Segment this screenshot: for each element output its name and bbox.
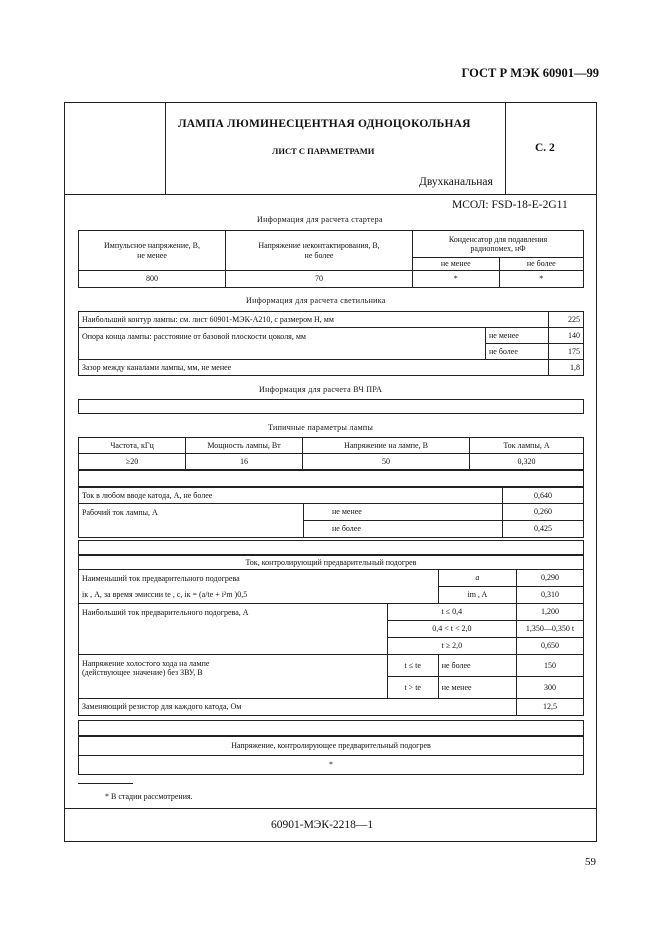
cathode-row2-min-label: не менее: [304, 504, 503, 521]
title-left-divider: [165, 102, 166, 194]
luminaire-row2-min-value: 140: [549, 328, 584, 344]
voltage-preheat-heading: Напряжение, контролирующее предварительный подогрев: [79, 737, 584, 756]
preheat-resistor-value: 12,5: [517, 699, 584, 716]
preheat-min-formula: iк , A, за время эмиссии tе , с, iк = (a/tе + i²m )0,5: [79, 587, 439, 604]
preheat-heading: Ток, контролирующий предварительный подогрев: [79, 556, 584, 570]
cathode-row2-max-label: не более: [304, 521, 503, 538]
typical-col-header: Напряжение на лампе, В: [303, 438, 470, 454]
preheat-ocv-value: 150: [517, 655, 584, 677]
typical-value: 16: [186, 454, 303, 470]
starter-value: 70: [226, 271, 413, 288]
luminaire-row2-min-label: не менее: [486, 328, 549, 344]
cathode-row1-label: Ток в любом вводе катода, А, не более: [79, 488, 503, 504]
title-right-divider: [505, 102, 506, 194]
footnote: * В стадии рассмотрения.: [105, 792, 193, 801]
typical-value: ≥20: [79, 454, 186, 470]
hf-heading: Информация для расчета ВЧ ПРА: [259, 385, 383, 394]
preheat-a-value: 0,290: [517, 570, 584, 587]
sheet-title: ЛАМПА ЛЮМИНЕСЦЕНТНАЯ ОДНОЦОКОЛЬНАЯ: [178, 118, 471, 130]
cathode-table: [78, 487, 584, 538]
preheat-a-label: a: [438, 570, 516, 587]
typical-col-header: Частота, кГц: [79, 438, 186, 454]
page-number: 59: [585, 856, 596, 868]
starter-value: *: [413, 271, 500, 288]
preheat-max-value: 1,200: [516, 604, 583, 621]
luminaire-row3-value: 1,8: [549, 360, 584, 376]
typical-table: [78, 437, 584, 470]
preheat-im-value: 0,310: [517, 587, 584, 604]
preheat-max-cond: t ≤ 0,4: [387, 604, 516, 621]
luminaire-row2-label: Опора конца лампы: расстояние от базовой плоскости цоколя, мм: [79, 328, 486, 360]
starter-heading: Информация для расчета стартера: [257, 215, 383, 224]
preheat-max-value: 0,650: [516, 638, 583, 655]
preheat-max-cond: t ≥ 2,0: [387, 638, 516, 655]
footnote-rule: [78, 783, 133, 784]
sheet-id: 60901-МЭК-2218—1: [271, 819, 374, 831]
starter-value: 800: [79, 271, 226, 288]
standard-header: ГОСТ Р МЭК 60901—99: [461, 66, 599, 80]
starter-sub-max: не более: [499, 258, 583, 271]
luminaire-table: [78, 311, 584, 376]
cathode-row2-label: Рабочий ток лампы, А: [79, 504, 304, 538]
preheat-max-label: Наибольший ток предварительного подогрева, А: [79, 604, 388, 655]
footer-divider: [64, 808, 597, 809]
luminaire-row2-max-label: не более: [486, 344, 549, 360]
starter-col1-header: Импульсное напряжение, В, не менее: [79, 231, 226, 271]
cathode-row1-value: 0,640: [503, 488, 584, 504]
hf-empty-box: [78, 399, 584, 414]
luminaire-row2-max-value: 175: [549, 344, 584, 360]
starter-value: *: [499, 271, 583, 288]
luminaire-row1-label: Наибольший контур лампы: см. лист 60901-МЭК-А210, с размером H, мм: [79, 312, 549, 328]
preheat-max-cond: 0,4 < t < 2,0: [387, 621, 516, 638]
typical-empty-row: [78, 470, 584, 487]
preheat-ocv-cond: t > tе: [387, 677, 438, 699]
sheet-subtitle: ЛИСТ С ПАРАМЕТРАМИ: [272, 146, 375, 156]
page-code: С. 2: [535, 142, 555, 154]
preheat-ocv-label: Напряжение холостого хода на лампе (действующее значение) без ЗВУ, В: [79, 655, 388, 699]
preheat-im-label: im , A: [438, 587, 516, 604]
preheat-table: [78, 555, 584, 716]
preheat-ocv-limit: не менее: [438, 677, 516, 699]
typical-heading: Типичные параметры лампы: [268, 423, 374, 432]
preheat-max-value: 1,350—0,350 t: [516, 621, 583, 638]
starter-sub-min: не менее: [413, 258, 500, 271]
lamp-model: МСОЛ: FSD-18-E-2G11: [452, 199, 568, 211]
luminaire-row3-label: Зазор между каналами лампы, мм, не менее: [79, 360, 549, 376]
typical-col-header: Мощность лампы, Вт: [186, 438, 303, 454]
preheat-ocv-value: 300: [517, 677, 584, 699]
typical-value: 0,320: [470, 454, 584, 470]
preheat-min-label: Наименьший ток предварительного подогрева: [79, 570, 439, 587]
cathode-row2-min-value: 0,260: [503, 504, 584, 521]
luminaire-row1-value: 225: [549, 312, 584, 328]
preheat-resistor-label: Заменяющий резистор для каждого катода, Ом: [79, 699, 517, 716]
title-divider: [64, 194, 597, 195]
lamp-kind: Двухканальная: [419, 176, 493, 188]
starter-col2-header: Напряжение неконтактирования, В, не более: [226, 231, 413, 271]
cathode-row2-max-value: 0,425: [503, 521, 584, 538]
voltage-preheat-value: *: [79, 756, 584, 775]
cathode-empty-row: [78, 540, 584, 555]
starter-col3-header: Конденсатор для подавления радиопомех, нФ: [413, 231, 584, 258]
preheat-ocv-limit: не более: [438, 655, 516, 677]
preheat-empty-row: [78, 720, 584, 736]
starter-table: [78, 230, 584, 288]
typical-col-header: Ток лампы, А: [470, 438, 584, 454]
preheat-ocv-cond: t ≤ tе: [387, 655, 438, 677]
typical-value: 50: [303, 454, 470, 470]
luminaire-heading: Информация для расчета светильника: [246, 296, 386, 305]
voltage-preheat-table: [78, 736, 584, 775]
